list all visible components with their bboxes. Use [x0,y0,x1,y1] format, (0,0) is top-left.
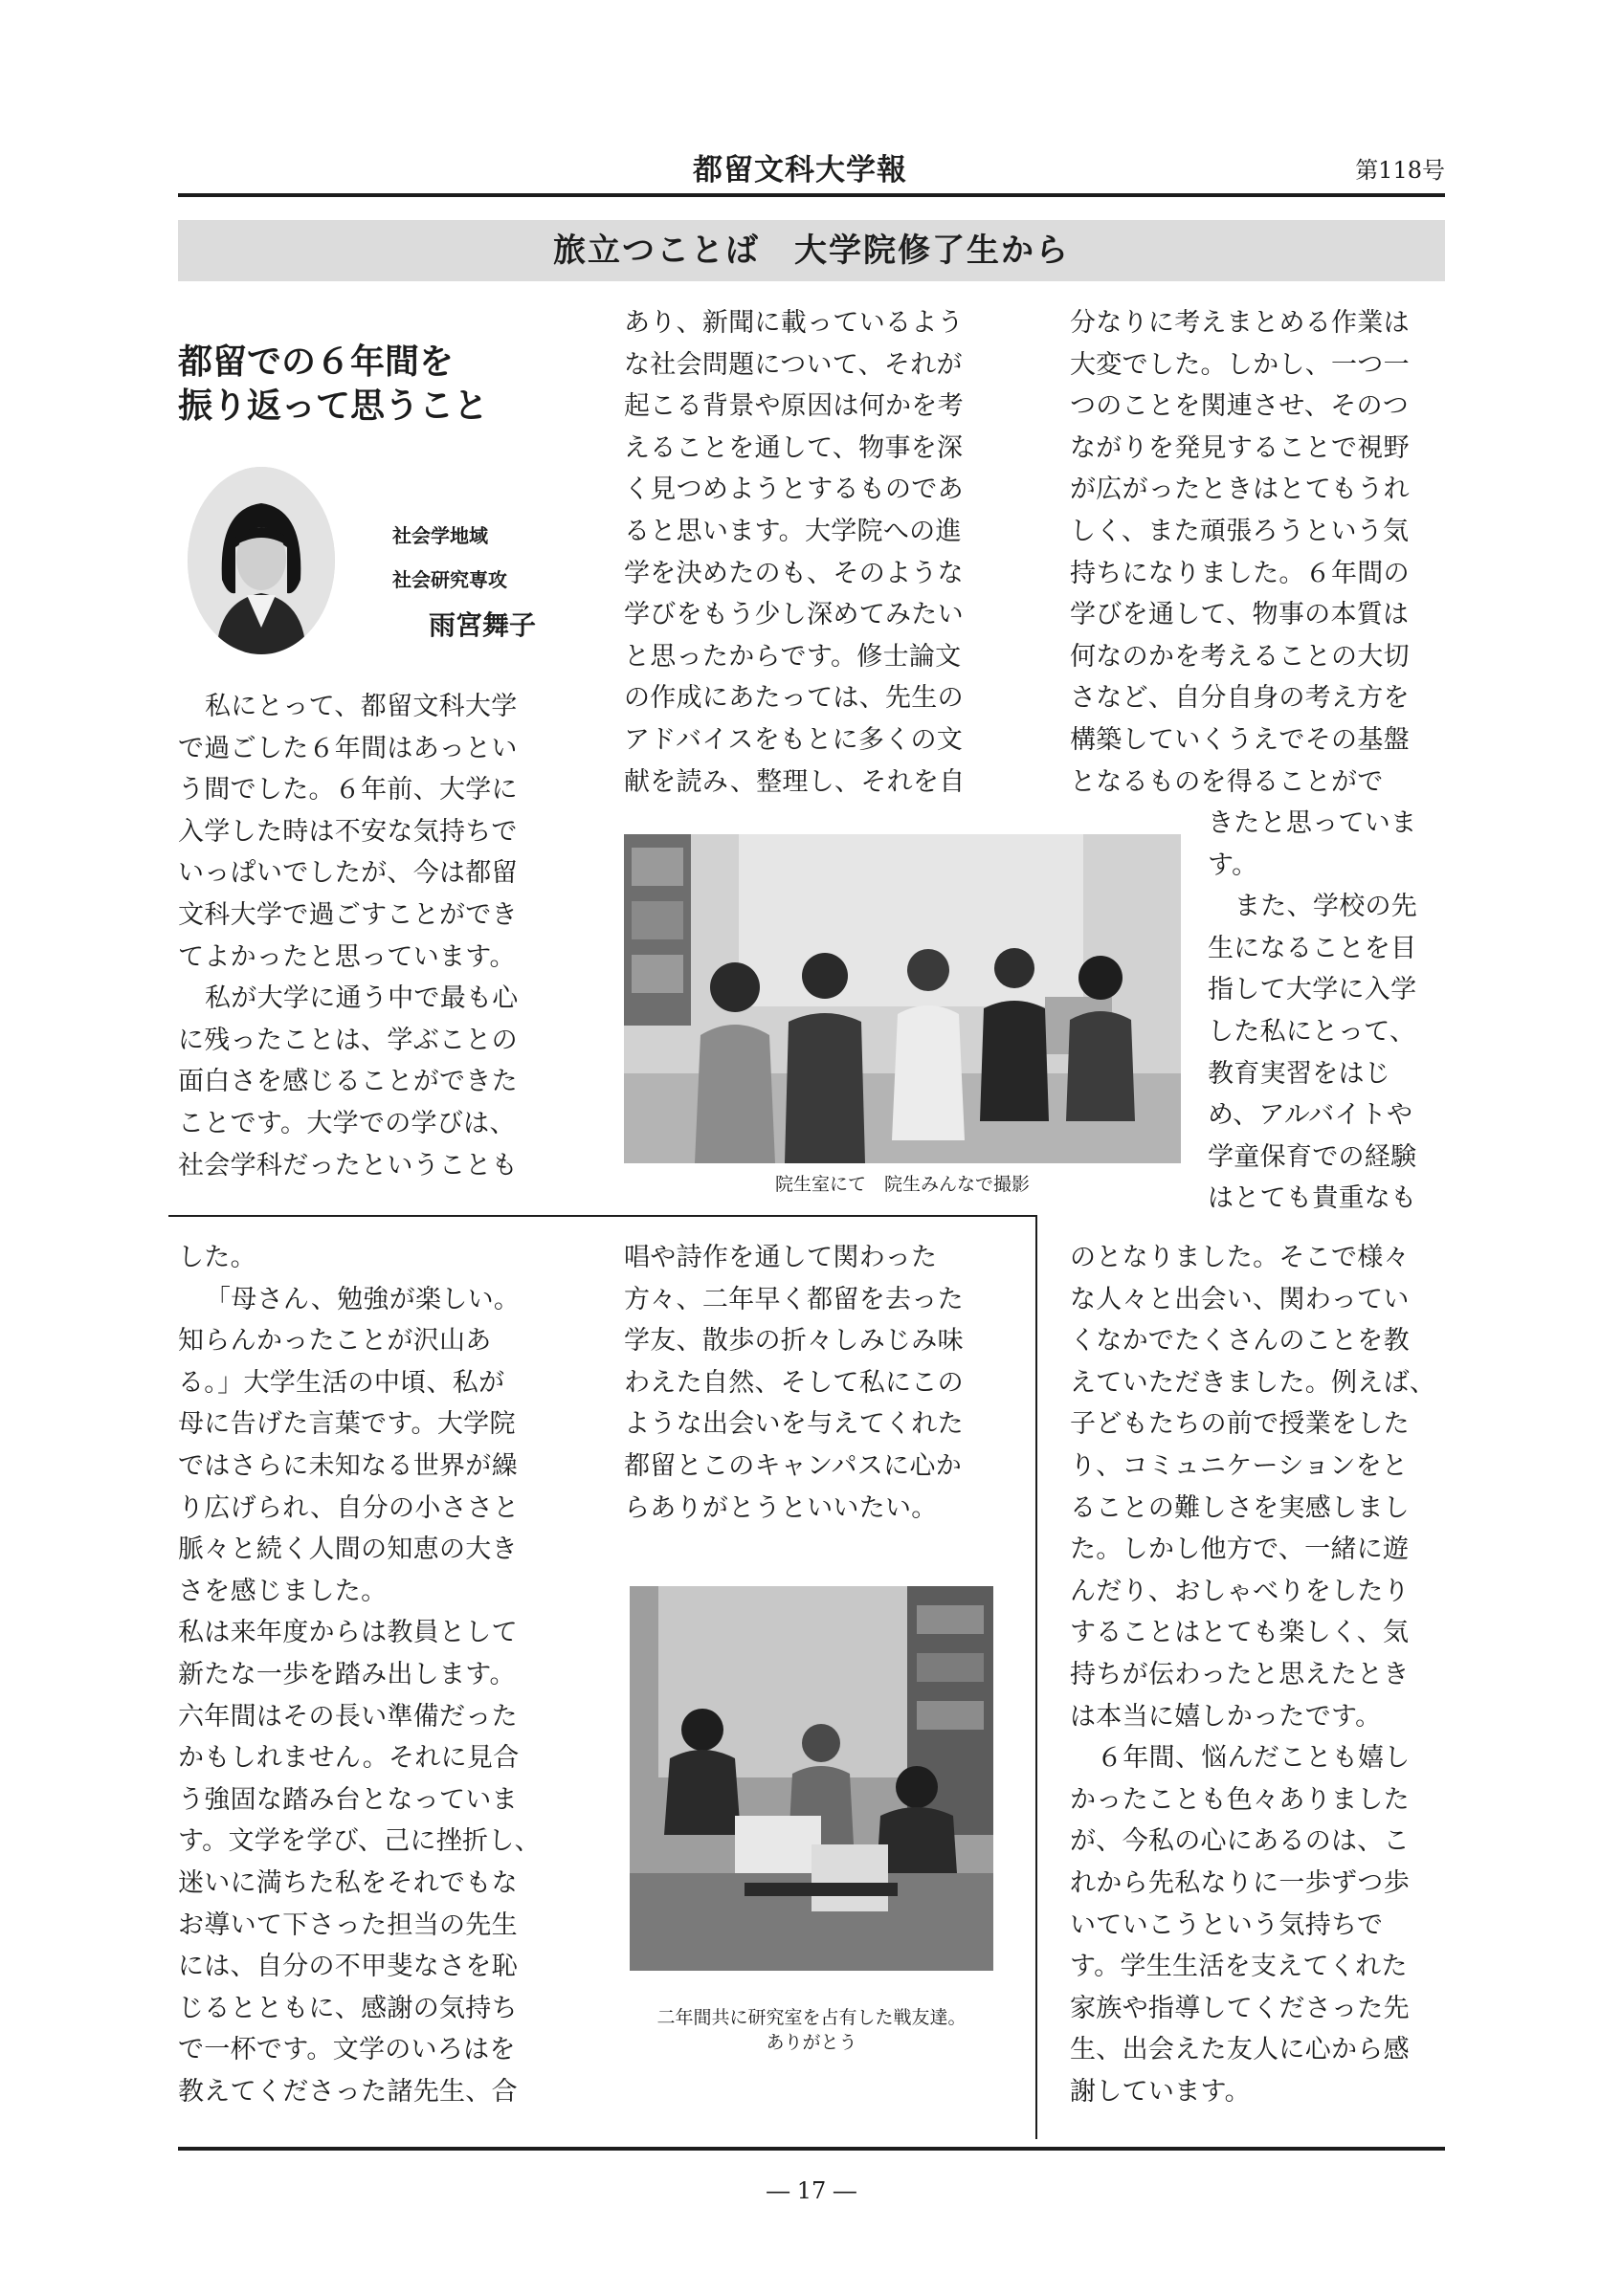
text-line: 教育実習をはじ [1208,1058,1391,1089]
text-line: う間でした。６年前、大学に [178,775,518,806]
text-line: さを感じました。 [178,1576,388,1606]
photo2-caption-line-2: ありがとう [766,2032,857,2053]
text-line: る。」大学生活の中頃、私が [178,1367,505,1398]
text-line: 私は来年度からは教員として [178,1618,518,1648]
text-line: 持ちが伝わったと思えたとき [1070,1659,1410,1689]
group-photo-grad-room [624,834,1181,1163]
section-divider-rule [168,1215,1035,1217]
text-line: た。しかし他方で、一緒に遊 [1070,1534,1410,1565]
text-line: てよかったと思っています。 [178,941,516,972]
text-line: ると思います。大学院への進 [624,516,962,546]
text-line: 私にとって、都留文科大学 [205,692,518,721]
text-line: す。学生生活を支えてくれた [1070,1952,1408,1982]
text-line: 学を決めたのも、そのような [624,558,964,588]
text-line: 指して大学に入学 [1208,975,1417,1005]
text-line: 六年間はその長い準備だった [178,1701,518,1732]
text-line: 面白さを感じることができた [178,1067,518,1097]
text-line: 私が大学に通う中で最も心 [205,983,519,1014]
text-line: め、アルバイトや [1208,1100,1413,1131]
photo2-caption-line-1: 二年間共に研究室を占有した戦友達。 [656,2007,967,2028]
text-line: 学びを通して、物事の本質は [1070,600,1410,630]
text-line: 教えてくださった諸先生、合 [178,2076,518,2107]
text-line: 唱や詩作を通して関わった [624,1243,938,1272]
issue-number: 第118号 [1355,157,1445,184]
text-line: が広がったときはとてもうれ [1070,475,1410,505]
text-line: じるとともに、感謝の気持ち [178,1993,518,2023]
text-line: 生、出会えた友人に心から感 [1070,2035,1410,2065]
text-line: 大変でした。しかし、一つ一 [1070,349,1410,380]
text-line: となるものを得ることがで [1070,766,1384,797]
text-line: ことです。大学での学びは、 [178,1108,516,1138]
text-line: 脈々と続く人間の知恵の大き [178,1534,518,1565]
photo2-caption [630,2005,993,2055]
article-headline [178,341,580,429]
text-line: また、学校の先 [1234,892,1418,922]
text-line: 生になることを目 [1208,933,1417,963]
text-line: 何なのかを考えることの大切 [1070,641,1410,672]
group-photo-image [624,834,1181,1163]
text-line: 母に告げた言葉です。大学院 [178,1409,516,1440]
text-line: いっぱいでしたが、今は都留 [178,858,518,889]
text-line: ではさらに未知なる世界が繰 [178,1450,518,1481]
photo1-caption: 院生室にて 院生みんなで撮影 [774,1174,1030,1195]
text-line: ることの難しさを実感しまし [1070,1492,1410,1523]
text-line: 新たな一歩を踏み出します。 [178,1659,516,1689]
text-line: 謝しています。 [1070,2076,1251,2107]
text-line: 方々、二年早く都留を去った [624,1284,964,1314]
text-line: く見つめようとするものであ [624,475,964,505]
text-line: きたと思っていま [1208,808,1417,838]
author-affiliation-2: 社会研究専攻 [392,568,507,591]
header-rule [178,193,1445,197]
portrait-image [188,467,335,654]
text-line: で一杯です。文学のいろはを [178,2035,516,2065]
text-line: り広げられ、自分の小ささと [178,1492,520,1523]
page-number: ― 17 ― [767,2177,856,2204]
column-divider-rule [1035,1215,1037,2139]
text-line: は本当に嬉しかったです。 [1070,1701,1382,1732]
text-line: んだり、おしゃべりをしたり [1070,1576,1410,1606]
text-line: と思ったからです。修士論文 [624,641,962,672]
text-line: しく、また頑張ろうという気 [1070,516,1410,546]
text-line: お導いて下さった担当の先生 [178,1910,518,1940]
text-line: 持ちになりました。６年間の [1070,558,1410,588]
banner-title: 旅立つことば 大学院修了生から [553,232,1070,270]
text-line: 「母さん、勉強が楽しい。 [205,1284,521,1314]
lower-column-3 [1070,1237,1453,2112]
author-name: 雨宮舞子 [429,609,537,641]
text-line: のとなりました。そこで様々 [1070,1243,1410,1272]
author-affiliation-1: 社会学地域 [392,524,488,547]
text-line: えることを通して、物事を深 [624,432,964,463]
headline-line-1: 都留での６年間を [178,342,455,382]
text-line: には、自分の不甲斐なさを恥 [178,1952,518,1982]
text-line: 知らんかったことが沢山あ [178,1326,492,1357]
upper-column-3-narrow [1208,803,1456,1220]
text-line: 都留とこのキャンパスに心か [624,1450,963,1481]
text-line: 分なりに考えまとめる作業は [1070,308,1410,338]
text-line: つのことを関連させ、そのつ [1070,391,1410,422]
text-line: 学びをもう少し深めてみたい [624,600,964,630]
lower-column-2 [624,1237,1007,1529]
text-line: らありがとうといいたい。 [624,1492,938,1523]
text-line: くなかでたくさんのことを教 [1070,1326,1410,1357]
text-line: 入学した時は不安な気持ちで [178,816,518,847]
text-line: 迷いに満ちた私をそれでもな [178,1867,518,1898]
text-line: 社会学科だったということも [178,1150,518,1181]
text-line: さなど、自分自身の考え方を [1070,683,1410,714]
text-line: 学友、散歩の折々しみじみ味 [624,1326,964,1357]
text-line: 子どもたちの前で授業をした [1070,1409,1410,1440]
section-banner [178,220,1445,281]
text-line: り、コミュニケーションをと [1070,1450,1409,1481]
lab-photo [630,1586,993,1971]
text-line: 構築していくうえでその基盤 [1070,724,1410,755]
text-line: した。 [178,1243,256,1272]
upper-column-3 [1070,302,1453,803]
text-line: 文科大学で過ごすことができ [178,899,518,930]
text-line: アドバイスをもとに多くの文 [624,724,964,755]
text-line: あり、新聞に載っているよう [624,308,964,338]
upper-column-1 [178,686,561,1186]
text-line: はとても貴重なも [1208,1183,1417,1214]
text-line: いていこうという気持ちで [1070,1910,1384,1940]
text-line: わえた自然、そして私にこの [624,1367,964,1398]
text-line: の作成にあたっては、先生の [624,683,964,714]
text-line: した私にとって、 [1208,1016,1416,1047]
upper-column-2 [624,302,1007,803]
lab-photo-image [630,1586,993,1971]
text-line: えていただきました。例えば、 [1070,1367,1436,1398]
text-line: に残ったことは、学ぶことの [178,1025,518,1055]
text-line: で過ごした６年間はあっとい [178,733,518,763]
text-line: かもしれません。それに見合 [178,1743,520,1774]
text-line: す。文学を学び、己に挫折し、 [178,1826,541,1857]
masthead-title: 都留文科大学報 [693,153,907,188]
author-portrait [188,467,335,654]
text-line: う強固な踏み台となっていま [178,1784,518,1815]
text-line: な社会問題について、それが [624,349,963,380]
text-line: す。 [1208,850,1258,880]
text-line: ながりを発見することで視野 [1070,432,1410,463]
text-line: れから先私なりに一歩ずつ歩 [1070,1867,1410,1898]
text-line: することはとても楽しく、気 [1070,1618,1410,1648]
footer-rule [178,2147,1445,2151]
text-line: かったことも色々ありました [1070,1784,1410,1815]
text-line: 家族や指導してくださった先 [1070,1993,1410,2023]
text-line: ６年間、悩んだことも嬉し [1097,1743,1411,1774]
lower-column-1 [178,1237,561,2112]
text-line: 学童保育での経験 [1208,1141,1417,1172]
text-line: ような出会いを与えてくれた [624,1409,964,1440]
headline-line-2: 振り返って思うこと [178,386,489,426]
text-line: な人々と出会い、関わってい [1070,1284,1410,1314]
text-line: 献を読み、整理し、それを自 [624,766,966,797]
text-line: が、今私の心にあるのは、こ [1070,1826,1410,1857]
text-line: 起こる背景や原因は何かを考 [624,391,964,422]
